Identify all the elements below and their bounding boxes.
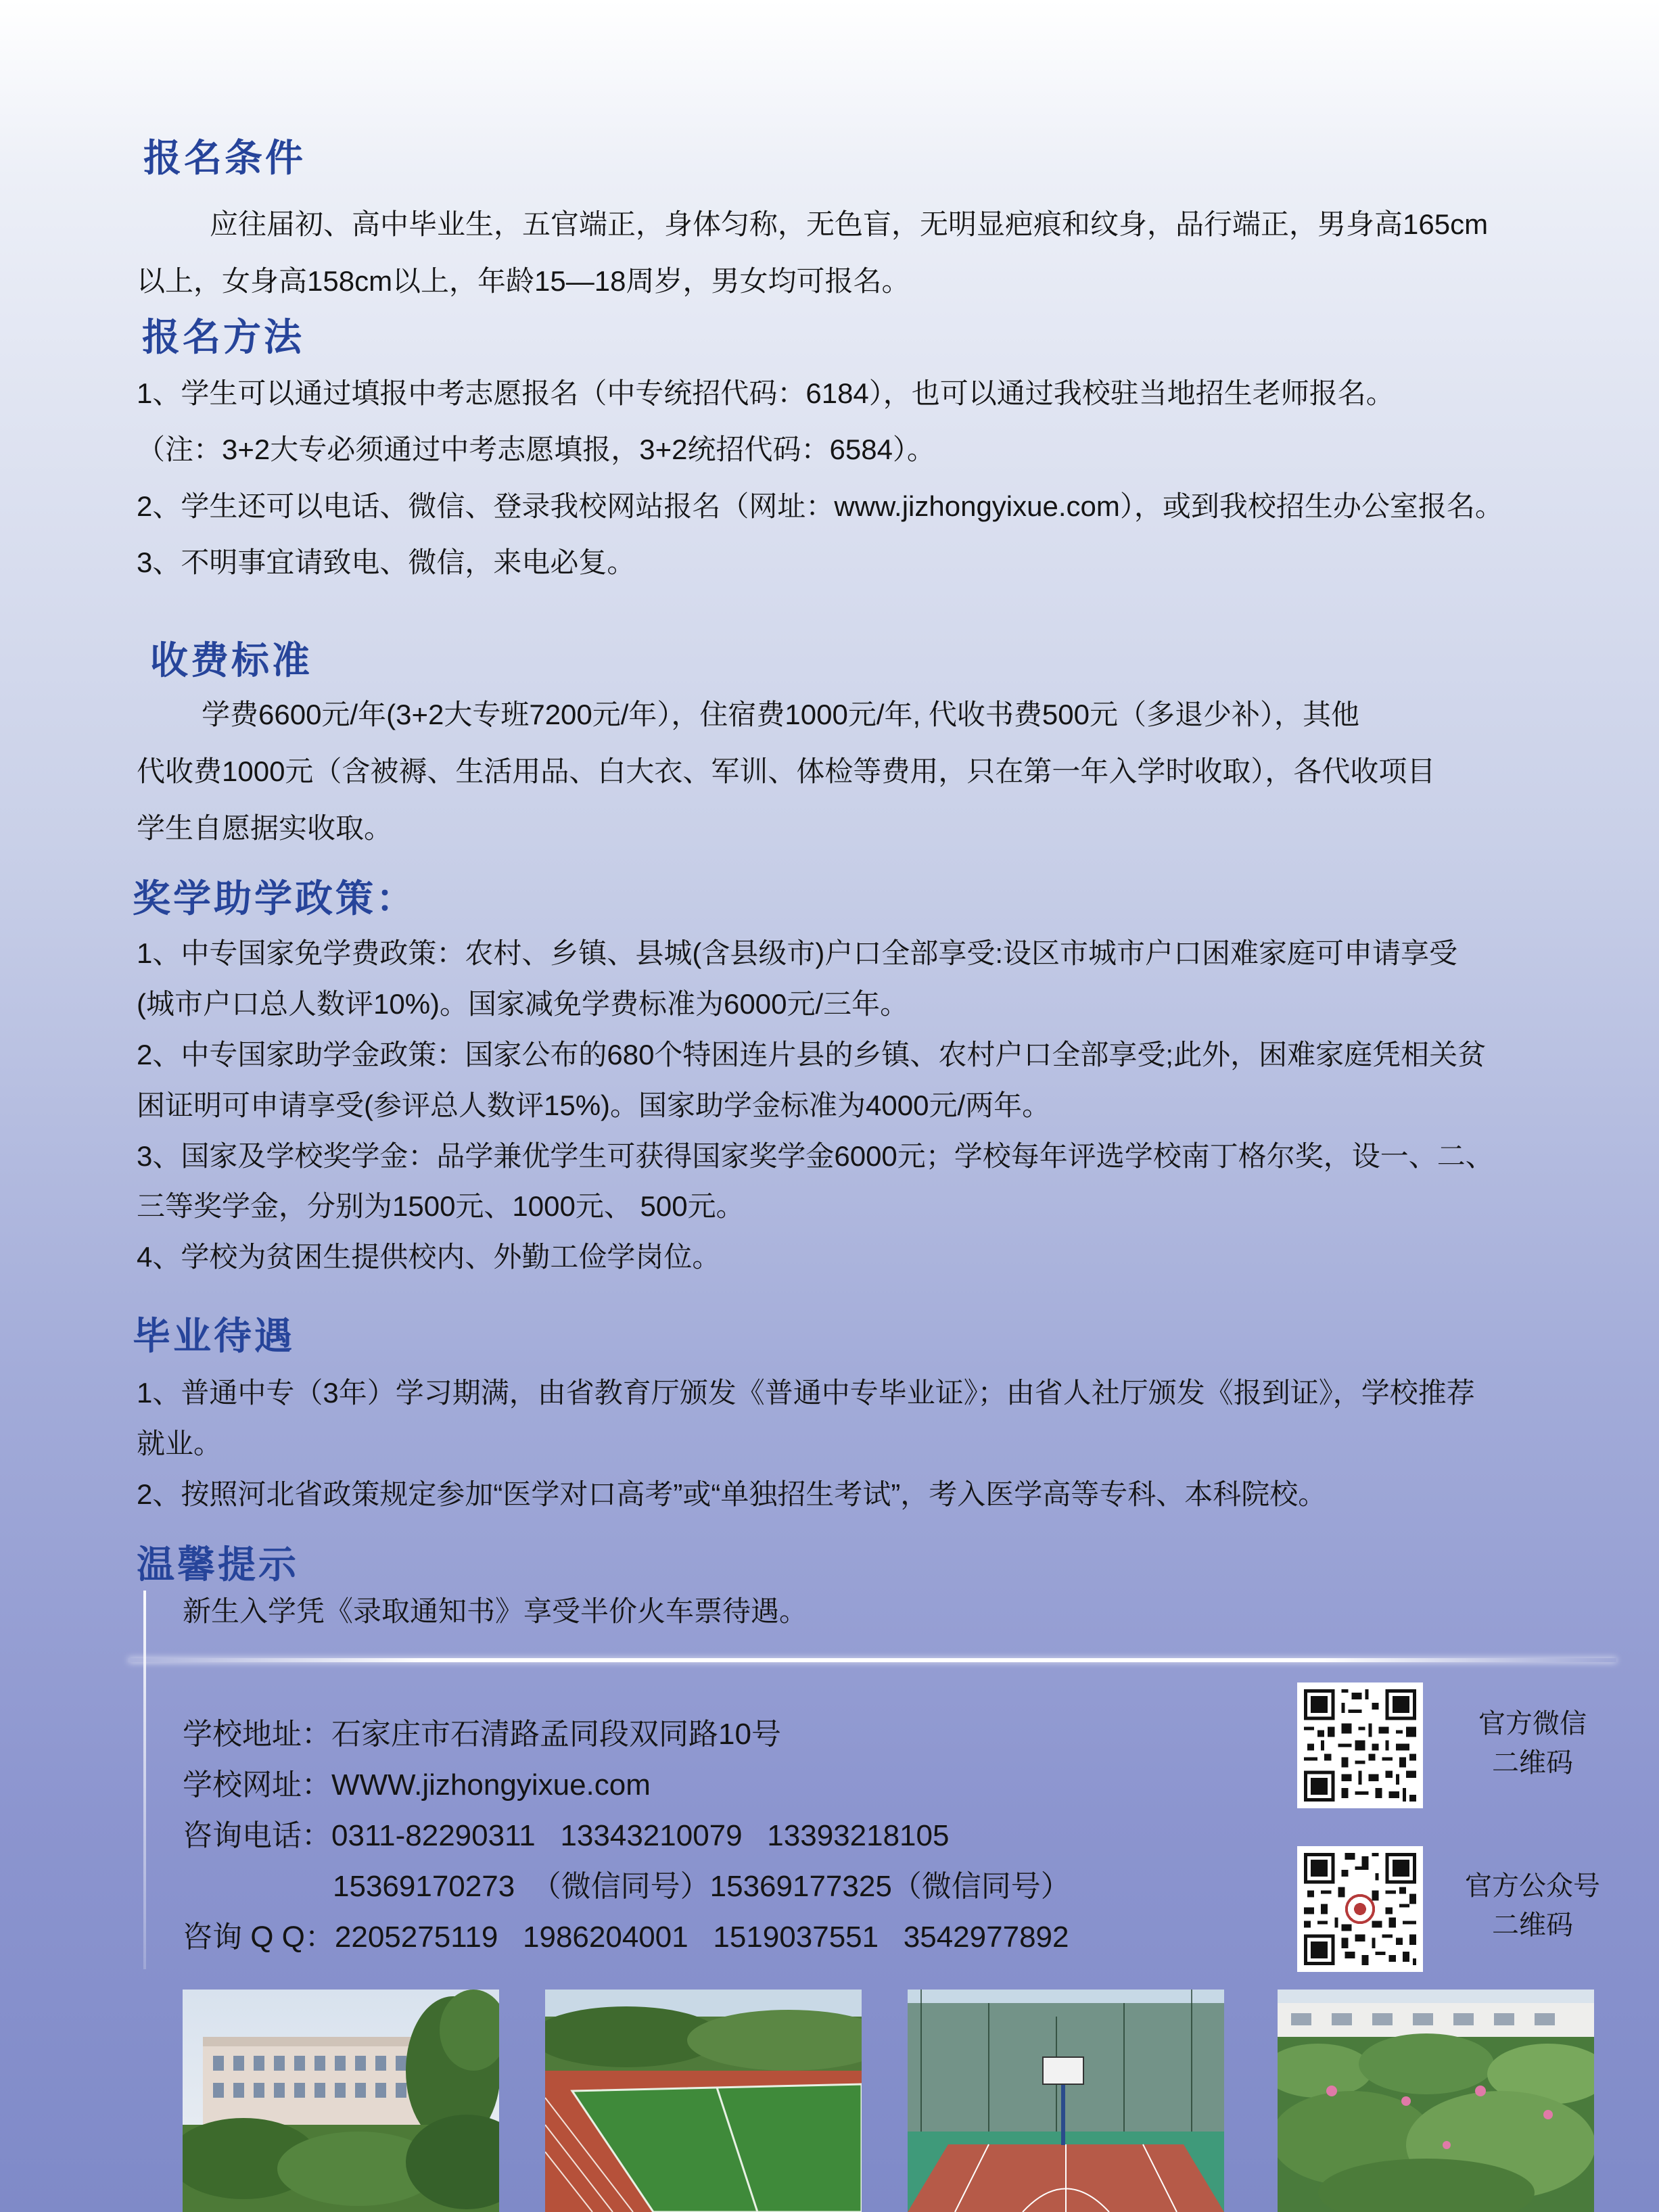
fees-line-3: 学生自愿据实收取。 [137, 812, 393, 844]
contact-qq: 咨询 Q Q：2205275119 1986204001 1519037551 3542977892 [183, 1921, 1069, 1954]
basketball-court-photo [908, 1990, 1224, 2212]
scholarship-line-6: 三等奖学金，分别为1500元、1000元、 500元。 [137, 1190, 745, 1222]
official-account-qr-label-line2: 二维码 [1492, 1910, 1573, 1940]
section-title-tips: 温馨提示 [137, 1543, 299, 1587]
official-account-qr-label-line1: 官方公众号 [1465, 1871, 1600, 1901]
official-account-qr-label [1445, 1866, 1620, 1945]
section-title-requirements: 报名条件 [143, 137, 306, 181]
contact-phone-2: 15369170273 （微信同号）15369177325（微信同号） [333, 1870, 1071, 1903]
method-line-1: 1、学生可以通过填报中考志愿报名（中专统招代码：6184），也可以通过我校驻当地招生老师报名。 [137, 377, 1395, 409]
scholarship-line-7: 4、学校为贫困生提供校内、外勤工俭学岗位。 [137, 1241, 721, 1273]
section-title-scholarship: 奖学助学政策： [133, 877, 417, 921]
decorative-horizontal-line [128, 1658, 1616, 1662]
requirements-line-1: 应往届初、高中毕业生，五官端正，身体匀称，无色盲，无明显疤痕和纹身，品行端正，男身高165cm [210, 208, 1489, 240]
contact-phone: 咨询电话：0311-82290311 13343210079 13393218105 [183, 1819, 950, 1852]
section-title-fees: 收费标准 [150, 639, 312, 683]
graduation-line-3: 2、按照河北省政策规定参加“医学对口高考”或“单独招生考试”，考入医学高等专科、本科院校。 [137, 1478, 1327, 1510]
method-line-2: （注：3+2大专必须通过中考志愿填报，3+2统招代码：6584）。 [137, 433, 935, 465]
contact-address: 学校地址：石家庄市石清路孟同段双同路10号 [183, 1718, 781, 1751]
scholarship-line-2: (城市户口总人数评10%)。国家减免学费标准为6000元/三年。 [137, 988, 909, 1020]
fees-line-1: 学费6600元/年(3+2大专班7200元/年），住宿费1000元/年, 代收书费500元（多退少补），其他 [202, 699, 1359, 730]
graduation-line-2: 就业。 [137, 1428, 223, 1459]
method-line-3: 2、学生还可以电话、微信、登录我校网站报名（网址：www.jizhongyixue.com），或到我校招生办公室报名。 [137, 490, 1503, 522]
lotus-pond-photo [1278, 1990, 1594, 2212]
scholarship-line-4: 困证明可申请享受(参评总人数评15%)。国家助学金标准为4000元/两年。 [137, 1089, 1051, 1121]
wechat-qr-label-line1: 官方微信 [1478, 1709, 1587, 1739]
graduation-line-1: 1、普通中专（3年）学习期满，由省教育厅颁发《普通中专毕业证》；由省人社厅颁发《报到证》，学校推荐 [137, 1377, 1475, 1409]
official-account-qr-code [1297, 1846, 1423, 1972]
fees-line-2: 代收费1000元（含被褥、生活用品、白大衣、军训、体检等费用，只在第一年入学时收取），各代收项目 [137, 755, 1436, 787]
scholarship-line-1: 1、中专国家免学费政策：农村、乡镇、县城(含县级市)户口全部享受:设区市城市户口困难家庭可申请享受 [137, 937, 1458, 969]
sports-field-photo [545, 1990, 862, 2212]
wechat-qr-label-line2: 二维码 [1492, 1748, 1573, 1778]
scholarship-line-3: 2、中专国家助学金政策：国家公布的680个特困连片县的乡镇、农村户口全部享受;此外，困难家庭凭相关贫 [137, 1039, 1487, 1070]
section-title-method: 报名方法 [142, 316, 304, 360]
requirements-line-2: 以上，女身高158cm以上，年龄15—18周岁，男女均可报名。 [137, 265, 910, 297]
school-building-photo [183, 1990, 499, 2212]
tips-line-1: 新生入学凭《录取通知书》享受半价火车票待遇。 [183, 1595, 808, 1627]
decorative-vertical-line [143, 1591, 146, 1969]
wechat-qr-label [1445, 1704, 1620, 1783]
scholarship-line-5: 3、国家及学校奖学金：品学兼优学生可获得国家奖学金6000元；学校每年评选学校南丁格尔奖，设一、二、 [137, 1140, 1494, 1172]
section-title-graduation: 毕业待遇 [133, 1315, 295, 1359]
contact-website: 学校网址：WWW.jizhongyixue.com [183, 1768, 651, 1802]
method-line-4: 3、不明事宜请致电、微信，来电必复。 [137, 546, 636, 578]
wechat-qr-code [1297, 1682, 1423, 1808]
